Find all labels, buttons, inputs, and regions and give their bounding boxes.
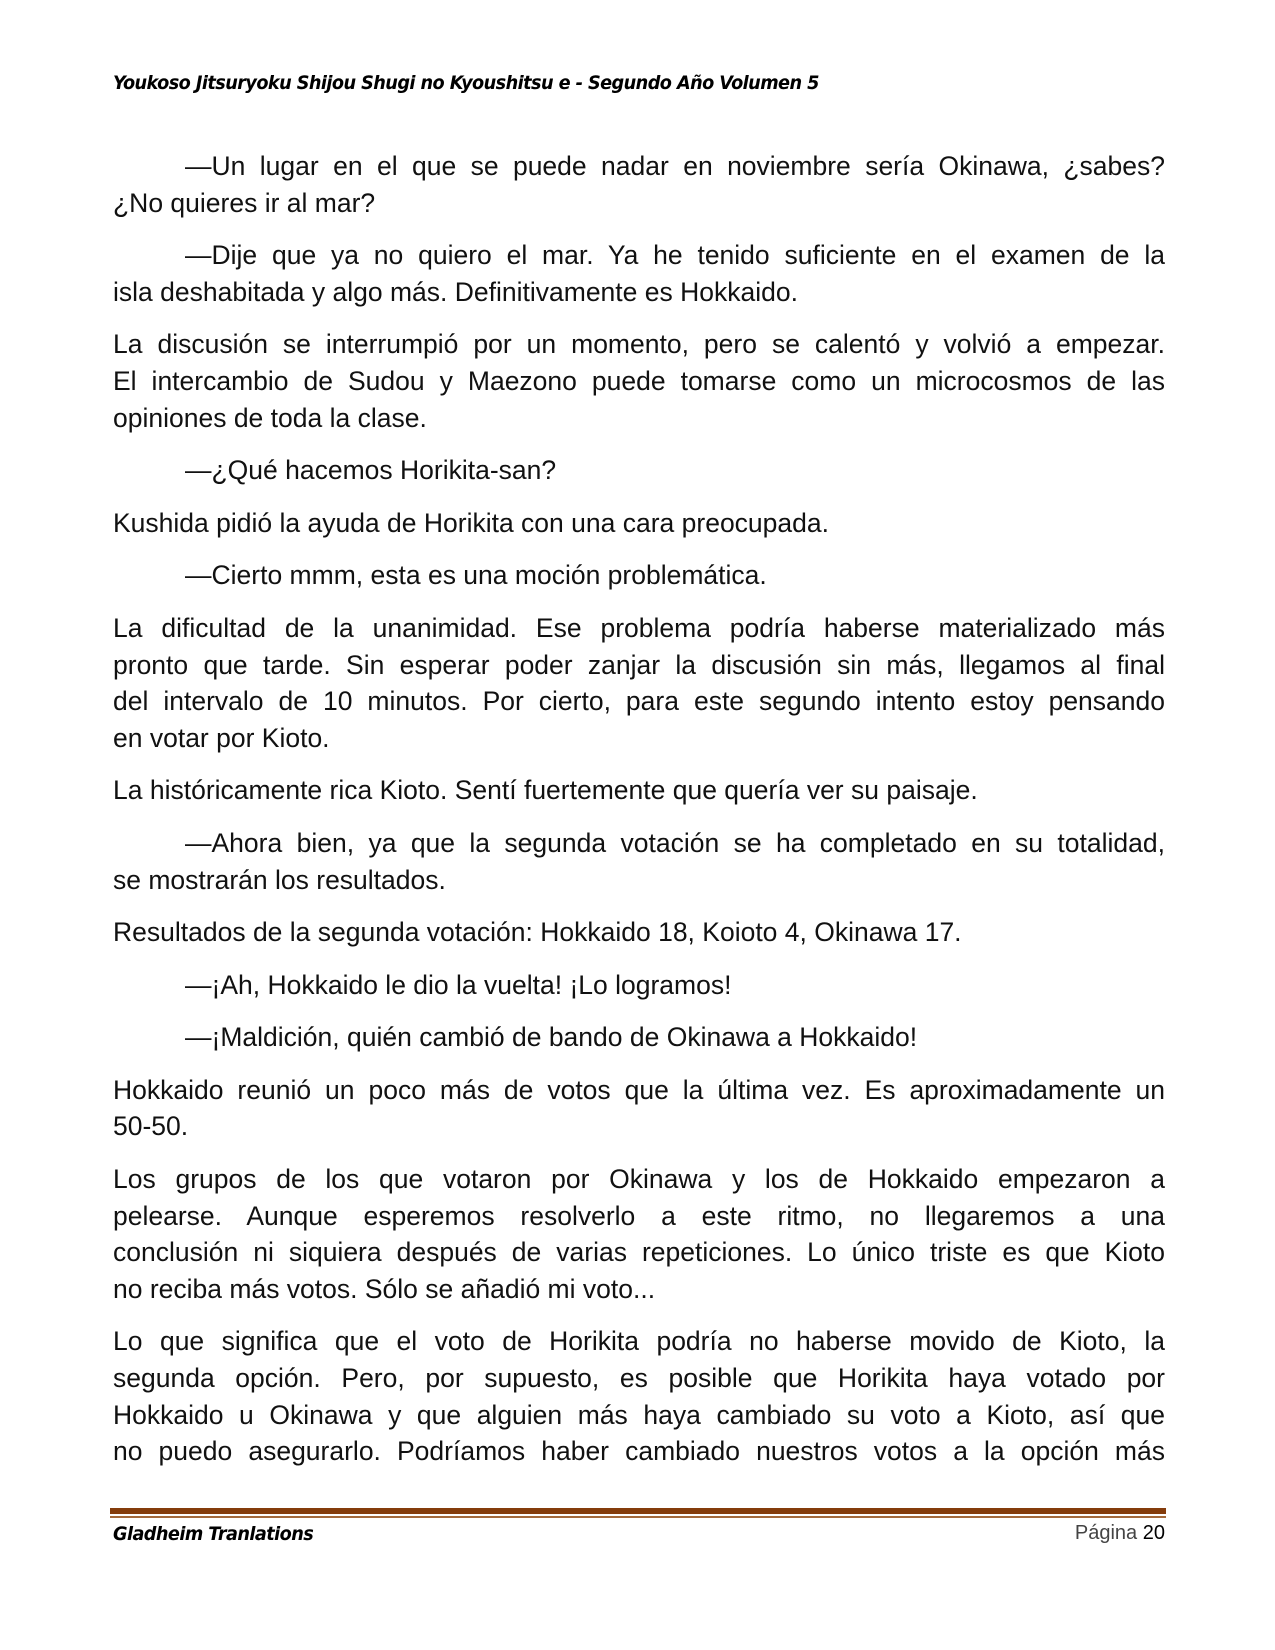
dialogue-paragraph xyxy=(113,237,1165,310)
text-line: Hokkaido reunió un poco más de votos que la última vez. Es aproximadamente un xyxy=(113,1074,1165,1105)
text-line: Hokkaido u Okinawa y que alguien más haya cambiado su voto a Kioto, así que xyxy=(113,1399,1165,1430)
dialogue-paragraph xyxy=(113,148,1165,221)
narration-paragraph xyxy=(113,772,1165,809)
text-line: —Cierto mmm, esta es una moción problemática. xyxy=(185,560,767,591)
dialogue-paragraph xyxy=(113,557,1165,594)
dialogue-paragraph xyxy=(113,1019,1165,1056)
text-line: conclusión ni siquiera después de varias repeticiones. Lo único triste es que Kioto xyxy=(113,1237,1165,1268)
text-line: Resultados de la segunda votación: Hokkaido 18, Koioto 4, Okinawa 17. xyxy=(113,917,962,948)
footer-publisher: Gladheim Tranlations xyxy=(113,1523,314,1545)
dialogue-paragraph xyxy=(113,452,1165,489)
text-line: 50-50. xyxy=(113,1111,189,1142)
text-line: ¿No quieres ir al mar? xyxy=(113,187,376,218)
text-line: isla deshabitada y algo más. Definitivamente es Hokkaido. xyxy=(113,276,798,307)
text-line: opiniones de toda la clase. xyxy=(113,402,427,433)
text-line: Lo que significa que el voto de Horikita podría no haberse movido de Kioto, la xyxy=(113,1326,1165,1357)
narration-paragraph xyxy=(113,1161,1165,1307)
text-line: Los grupos de los que votaron por Okinawa y los de Hokkaido empezaron a xyxy=(113,1164,1165,1195)
text-line: Kushida pidió la ayuda de Horikita con una cara preocupada. xyxy=(113,507,829,538)
narration-paragraph xyxy=(113,914,1165,951)
text-line: —Dije que ya no quiero el mar. Ya he tenido suficiente en el examen de la xyxy=(185,240,1165,271)
text-line: se mostrarán los resultados. xyxy=(113,864,446,895)
narration-paragraph xyxy=(113,505,1165,542)
text-line: en votar por Kioto. xyxy=(113,722,330,753)
footer-rule-thin xyxy=(110,1516,1166,1518)
text-line: —Un lugar en el que se puede nadar en noviembre sería Okinawa, ¿sabes? xyxy=(185,151,1165,181)
text-line: del intervalo de 10 minutos. Por cierto, para este segundo intento estoy pensando xyxy=(113,686,1165,717)
text-line: La discusión se interrumpió por un momento, pero se calentó y volvió a empezar. xyxy=(113,329,1165,360)
page-label: Página xyxy=(1074,1522,1138,1544)
body-text xyxy=(113,148,1165,1486)
text-line: —¡Maldición, quién cambió de bando de Okinawa a Hokkaido! xyxy=(185,1022,918,1053)
footer-rule-thick xyxy=(110,1508,1166,1514)
narration-paragraph xyxy=(113,326,1165,436)
text-line: —¡Ah, Hokkaido le dio la vuelta! ¡Lo logramos! xyxy=(185,969,732,1000)
text-line: La dificultad de la unanimidad. Ese problema podría haberse materializado más xyxy=(113,612,1165,643)
text-line: no reciba más votos. Sólo se añadió mi voto... xyxy=(113,1273,656,1304)
text-line: —Ahora bien, ya que la segunda votación se ha completado en su totalidad, xyxy=(185,827,1165,858)
text-line: pelearse. Aunque esperemos resolverlo a este ritmo, no llegaremos a una xyxy=(113,1200,1165,1231)
dialogue-paragraph xyxy=(113,825,1165,898)
text-line: —¿Qué hacemos Horikita-san? xyxy=(185,455,557,486)
text-line: pronto que tarde. Sin esperar poder zanjar la discusión sin más, llegamos al final xyxy=(113,649,1165,680)
footer-page-number xyxy=(1075,1522,1165,1545)
running-header: Youkoso Jitsuryoku Shijou Shugi no Kyoushitsu e - Segundo Año Volumen 5 xyxy=(113,72,819,94)
text-line: no puedo asegurarlo. Podríamos haber cambiado nuestros votos a la opción más xyxy=(113,1436,1165,1467)
narration-paragraph xyxy=(113,610,1165,756)
text-line: El intercambio de Sudou y Maezono puede tomarse como un microcosmos de las xyxy=(113,365,1165,396)
text-line: La históricamente rica Kioto. Sentí fuertemente que quería ver su paisaje. xyxy=(113,775,978,806)
page-number: 20 xyxy=(1142,1522,1165,1544)
dialogue-paragraph xyxy=(113,967,1165,1004)
narration-paragraph xyxy=(113,1323,1165,1469)
text-line: segunda opción. Pero, por supuesto, es posible que Horikita haya votado por xyxy=(113,1363,1165,1394)
narration-paragraph xyxy=(113,1072,1165,1145)
